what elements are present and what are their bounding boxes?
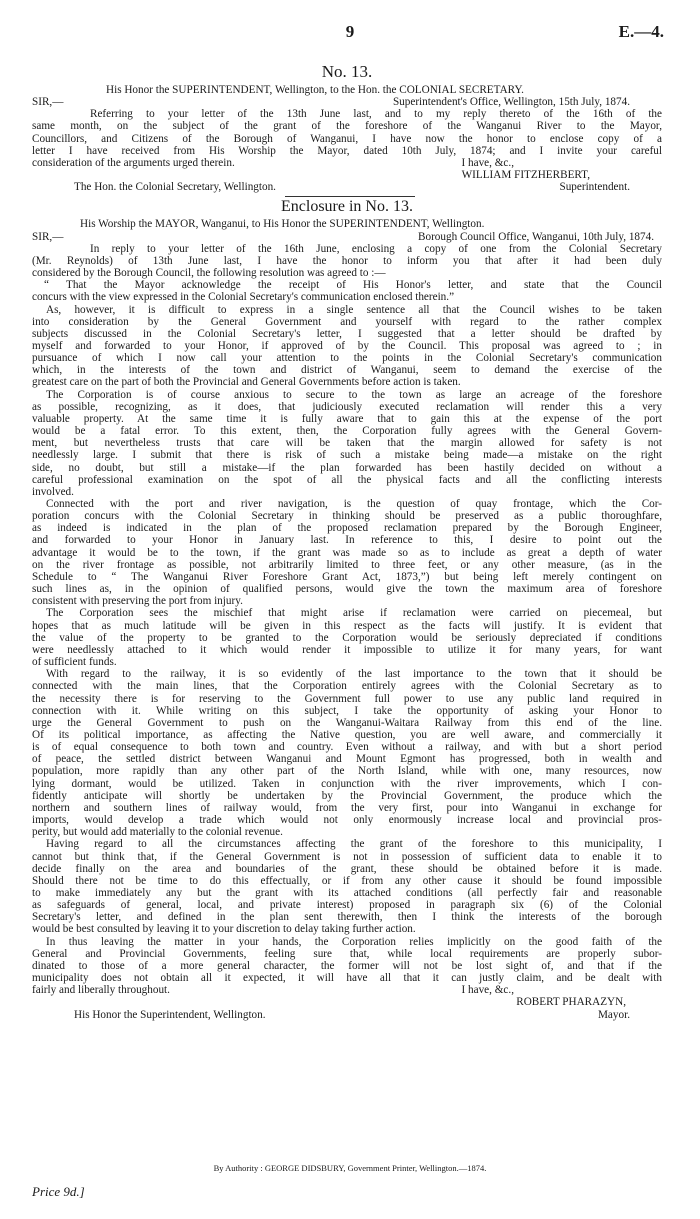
paragraph-line: northern and southern lines of railway would, from the very first, pour into Wanganui in exchange for	[32, 801, 662, 814]
paragraph-line: valuable property. At the same time it is fully aware that to gain this at the expense of the port	[32, 412, 662, 425]
paragraph-line: fidently anticipate will shortly be undertaken by the Provincial Government, the produce which the	[32, 789, 662, 802]
paragraph-line: involved.	[32, 485, 74, 498]
paragraph-line: would be a fatal error. To this extent, then, the Corporation fully agrees with the General Govern-	[32, 425, 662, 438]
paragraph-line: as safeguards of general, local, and private interest) proposed in paragraph six (6) of the Colonial	[32, 899, 662, 912]
paragraph-line: which, in the interests of the town and district of Wanganui, seem to demand the exercise of the	[32, 364, 662, 377]
letter-body	[32, 108, 662, 157]
divider-rule	[285, 196, 415, 197]
paragraph-line: decide finally on the area and boundaries of the grant, these should be obtained before it is made.	[32, 862, 662, 875]
paragraph-line: With regard to the railway, it is so evidently of the last importance to the town that it should be	[46, 668, 662, 681]
paragraph-line: connection with it. While writing on this subject, I take the opportunity of asking your Honor to	[32, 704, 662, 717]
paragraph-line: and forwarded to your Honor in January last. In reference to this, I desire to point out the	[32, 534, 662, 547]
body-line: letter I have received from His Worship the Mayor, dated 10th July, 1874; and I invite your careful	[32, 144, 662, 157]
paragraph-line: Connected with the port and river navigation, is the question of quay frontage, which the Cor-	[46, 498, 662, 510]
paragraph-line: of sufficient funds.	[32, 656, 117, 669]
paragraph-line: as possible, recognizing, as it does, that judiciously executed reclamation will render this a very	[32, 400, 662, 413]
paragraph-line: hopes that as much latitude will be given in this respect as the facts will justify. It is evident that	[32, 619, 662, 632]
paragraph-line: as indeed is indicated in the plan of the proposed reclamation prepared by the Borough Engineer,	[32, 522, 662, 535]
paragraph-line: the value of the property to be granted to the Corporation would be seriously depreciated if conditions	[32, 631, 662, 644]
paragraph-line: needlessly large. I submit that there is risk of such a mistake being made—a mistake on the right	[32, 449, 662, 462]
paragraph-line: such lines as, in the opinion of qualified persons, would give the town the maximum area of foreshore	[32, 583, 662, 596]
signatory-title: Superintendent.	[559, 181, 630, 194]
paragraph	[32, 607, 662, 668]
paragraph	[32, 279, 662, 303]
enclosure-signatory: ROBERT PHARAZYN,	[516, 996, 626, 1009]
paragraph	[32, 838, 662, 935]
paragraph-line: In thus leaving the matter in your hands, the Corporation relies implicitly on the good faith of the	[46, 935, 662, 948]
paragraph-line: on the river frontage as possible, not arbitrarily limited to three feet, or any other measure, (as in the	[32, 558, 662, 571]
enclosure-body	[32, 243, 662, 985]
paragraph-line: In reply to your letter of the 16th June, enclosing a copy of one from the Colonial Secretary	[90, 242, 662, 255]
dateline: Superintendent's Office, Wellington, 15th July, 1874.	[392, 96, 630, 109]
paragraph-line: would be best consulted by leaving it to your discretion to delay taking further action.	[32, 923, 416, 936]
addressee-row	[32, 181, 662, 193]
paragraph-line: Schedule to “ The Wanganui River Foreshore Grant Act, 1873,”) but being left merely contingent on	[32, 570, 662, 583]
letter-from-to: His Honor the SUPERINTENDENT, Wellington, to the Hon. the COLONIAL SECRETARY.	[106, 84, 524, 96]
paragraph-line: dinated to those of a more general character, the former will not be lost sight of, and that if the	[32, 959, 662, 972]
addressee: The Hon. the Colonial Secretary, Wellington.	[74, 181, 276, 194]
paragraph	[32, 936, 662, 985]
paragraph-line: imports, would develop a trade which would not only enormously increase local and provincial pros-	[32, 814, 662, 827]
paragraph-line: lying dormant, would be utilized. Taken in conjunction with the river improvements, which I con-	[32, 777, 662, 790]
enclosure-addressee-row	[32, 1009, 662, 1021]
price: Price 9d.]	[32, 1184, 85, 1199]
paragraph-line: into consideration by the General Government and yourself with regard to the rather complex	[32, 315, 662, 328]
enclosure-closing-row	[32, 984, 662, 996]
paragraph-line: advantage it would be to the town, if the grant was made so as to include as great a depth of water	[32, 546, 662, 559]
closing: I have, &c.,	[461, 156, 514, 169]
enclosure-salutation: SIR,—	[32, 230, 64, 243]
paragraph-line: General and Provincial Governments, feeling sure that, while local requirements are properly subor-	[32, 947, 662, 960]
body-line: same month, on the subject of the grant of the foreshore of the Wanganui River to the Mayor,	[32, 120, 662, 133]
paragraph-line: Secretary's letter, and defined in the plan sent therewith, then I think the interests of the borough	[32, 911, 662, 924]
paragraph-line: the necessity there is for reserving to the Government full power to use any public land required in	[32, 692, 662, 705]
enclosure-signatory-row	[32, 996, 662, 1008]
enclosure-addressee: His Honor the Superintendent, Wellington.	[74, 1008, 266, 1021]
last-line: consideration of the arguments urged therein.	[32, 156, 235, 169]
signatory-row	[32, 169, 662, 181]
paragraph	[32, 243, 662, 279]
paragraph-line: Having regard to all the circumstances affecting the grant of the foreshore to this municipality, I	[46, 838, 662, 851]
enclosure-signatory-title: Mayor.	[597, 1008, 630, 1021]
paragraph-line: (Mr. Reynolds) of 13th June last, I have the honor to inform you that after it had been duly	[32, 254, 662, 267]
paragraph-line: considered by the Borough Council, the following resolution was agreed to :—	[32, 267, 386, 280]
paragraph-line: careful professional examination on the spot of all the physical facts and all the conflicting interests	[32, 473, 662, 486]
paragraph-line: concurs with the view expressed in the Colonial Secretary's communication enclosed therein.”	[32, 291, 455, 304]
paragraph-line: subjects discussed in the Colonial Secretary's letter, I suggested that a letter should be drafted by	[32, 327, 662, 340]
paragraph-line: myself and forwarded to your Honor, if approved of by the Council. This proposal was agreed to ; in	[32, 339, 662, 352]
paragraph-line: side, no doubt, but still a mistake—if the plan forwarded has been hastily decided on without a	[32, 461, 662, 474]
enclosure-heading-block	[32, 197, 662, 216]
document-body	[32, 62, 662, 1021]
paragraph-line: The Corporation is of course anxious to secure to the town as large an acreage of the foreshore	[46, 388, 662, 401]
paragraph-line: is of equal consequence to both town and country. Even without a railway, and with but a short period	[32, 741, 662, 754]
paragraph-line: pursuance of which I now call your attention to the points in the Colonial Secretary's communication	[32, 352, 662, 365]
paragraph	[32, 304, 662, 389]
enclosure-from-to: His Worship the MAYOR, Wanganui, to His Honor the SUPERINTENDENT, Wellington.	[80, 218, 485, 231]
paragraph-line: urge the General Government to push on the Wanganui-Waitara Railway from this end of the line.	[32, 716, 662, 729]
paragraph-line: to make immediately any but the grant with its attached conditions (all perfectly fair and reasonable	[32, 887, 662, 899]
paragraph	[32, 668, 662, 838]
paragraph-line: connected with the main lines, that the Corporation entirely agrees with the Colonial Secretary as to	[32, 680, 662, 693]
paragraph-line: Of its political importance, as affecting the Native question, you are well aware, and commercially it	[32, 728, 662, 741]
body-line: Referring to your letter of the 13th June last, and to my reply thereto of the 16th of the	[90, 108, 662, 121]
signatory: WILLIAM FITZHERBERT,	[461, 169, 590, 182]
paragraph-line: perity, but would add materially to the colonial revenue.	[32, 826, 283, 839]
paragraph-line: “ That the Mayor acknowledge the receipt of His Honor's letter, and state that the Council	[44, 279, 662, 292]
printer-imprint: By Authority : GEORGE DIDSBURY, Government Printer, Wellington.—1874.	[213, 1163, 487, 1173]
body-line: Councillors, and Citizens of the Borough of Wanganui, I have now the honor to enclose copy of a	[32, 132, 662, 145]
enclosure-dateline: Borough Council Office, Wanganui, 10th July, 1874.	[418, 230, 654, 243]
enclosure-salutation-row	[32, 231, 662, 243]
paragraph-line: greatest care on the part of both the Provincial and General Governments before action is taken.	[32, 376, 461, 389]
paragraph-line: consistent with preserving the port from injury.	[32, 595, 243, 608]
salutation-row	[32, 96, 662, 108]
enclosure-closing: I have, &c.,	[461, 984, 514, 997]
paragraph-line: poration concurs with the Colonial Secretary in thinking should be preserved as a public thoroughfare,	[32, 510, 662, 523]
paragraph-line: Should there not be time to do this effectually, or if from any other cause it should be found impossible	[32, 874, 662, 887]
paragraph	[32, 389, 662, 498]
document-reference: E.—4.	[618, 22, 664, 41]
paragraph	[32, 498, 662, 607]
enclosure-heading: Enclosure in No. 13.	[281, 198, 413, 216]
paragraph-line: ment, but nevertheless trusts that care will be taken that the margin allowed for safety is not	[32, 437, 662, 450]
paragraph-line: As, however, it is difficult to express in a single sentence all that the Council wishes to be taken	[46, 303, 662, 316]
closing-row	[32, 157, 662, 169]
paragraph-line: cannot but think that, if the General Government is not in possession of sufficient data to enable it to	[32, 850, 662, 863]
paragraph-line: The Corporation sees the mischief that might arise if reclamation were carried on piecemeal, but	[46, 607, 662, 620]
letter-number: No. 13.	[321, 62, 373, 81]
paragraph-line: were needlessly attached to it which would render it impossible to utilize it for many years, for want	[32, 643, 662, 656]
enclosure-last-line: fairly and liberally throughout.	[32, 984, 170, 997]
salutation: SIR,—	[32, 96, 64, 109]
paragraph-line: of peace, the settled district between Wanganui and Mount Egmont has progressed, both in wealth and	[32, 753, 662, 766]
paragraph-line: population, more rapidly than any other part of the North Island, while with one, many resources, now	[32, 765, 662, 778]
page-number: 9	[345, 22, 355, 41]
paragraph-line: municipality does not obtain all it expected, it will have all that it can justly claim, and be dealt with	[32, 972, 662, 985]
